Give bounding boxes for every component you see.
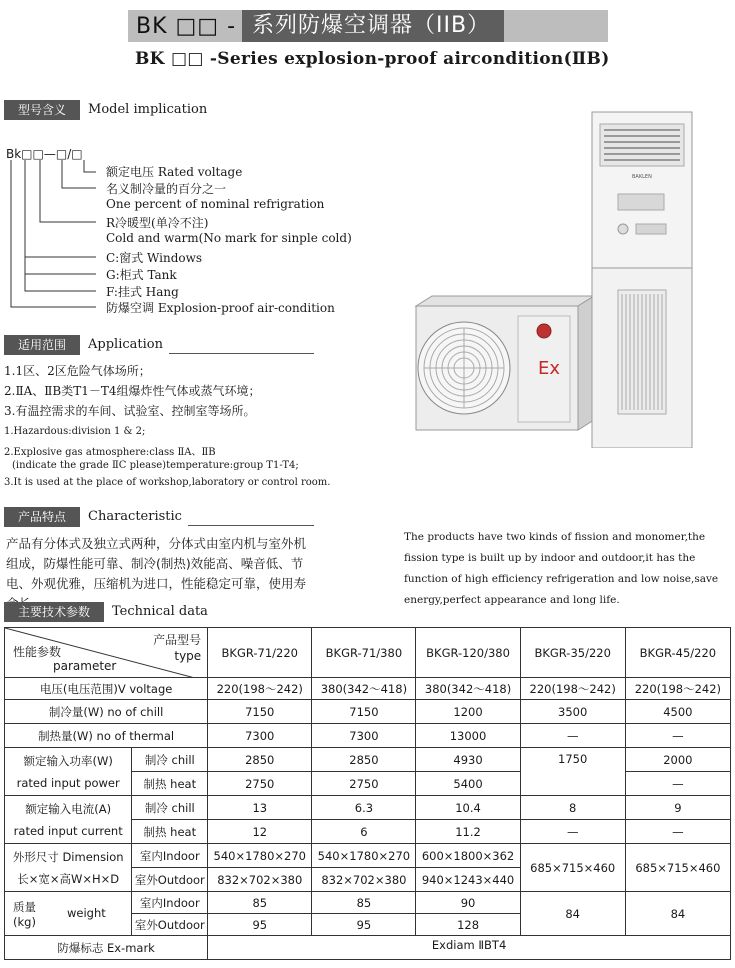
table-cell: 11.2 — [416, 820, 520, 844]
header-param-cn: 性能参数 — [13, 645, 62, 659]
characteristic-cn: 产品有分体式及独立式两种，分体式由室内机与室外机组成，防爆性能可靠、制冷(制热)效能高、噪音低、节电、外观优雅，压缩机为进口，性能稳定可靠，使用寿 — [6, 536, 307, 591]
header-model: BKGR-120/380 — [416, 628, 520, 678]
table-cell: 4930 — [416, 748, 520, 772]
table-cell: Exdiam ⅡBT4 — [208, 936, 731, 960]
weight-label-en: weight — [67, 906, 106, 920]
header-model: BKGR-35/220 — [520, 628, 625, 678]
table-cell: — — [520, 820, 625, 844]
section-application — [4, 333, 314, 355]
sub-label: 制热 heat — [132, 772, 208, 796]
application-en-4: 3.It is used at the place of workshop,laboratory or control room. — [4, 477, 331, 488]
application-en-2: 2.Explosive gas atmosphere:class ⅡA、ⅡB — [4, 447, 216, 458]
model-code: Bk□□—□/□ — [6, 147, 83, 161]
power-label-en: rated input power — [16, 775, 120, 790]
row-label: 制热量(W) no of thermal — [5, 724, 208, 748]
table-cell: 13000 — [416, 724, 520, 748]
title-banner — [128, 10, 608, 42]
table-cell: 540×1780×270 — [208, 844, 312, 868]
table-cell: 13 — [208, 796, 312, 820]
table-cell: 2850 — [208, 748, 312, 772]
table-cell: — — [625, 772, 730, 796]
characteristic-en: The products have two kinds of fission and monomer,the fission type is built up by indoor and outdoor,it has the function of high efficiency refrigeration and low noise,save energy,perfect appearance and long life. — [404, 531, 719, 606]
table-cell: 1750 — [520, 748, 625, 796]
row-label-weight — [5, 892, 132, 936]
table-cell: 685×715×460 — [520, 844, 625, 892]
section-tag: 型号含义 — [4, 100, 80, 120]
table-cell: 4500 — [625, 700, 730, 724]
table-cell: 540×1780×270 — [312, 844, 416, 868]
section-label: Application — [88, 337, 163, 352]
table-cell: 380(342～418) — [312, 678, 416, 700]
table-row-current-chill — [5, 796, 731, 820]
sub-label: 室外Outdoor — [132, 868, 208, 892]
current-label-en: rated input current — [13, 823, 123, 838]
section-tag: 产品特点 — [4, 507, 80, 527]
table-cell: 2000 — [625, 748, 730, 772]
table-cell: 10.4 — [416, 796, 520, 820]
table-cell: 940×1243×440 — [416, 868, 520, 892]
table-row-power-chill — [5, 748, 731, 772]
section-technical-data — [4, 600, 208, 622]
table-cell: 85 — [208, 892, 312, 914]
table-cell: 832×702×380 — [312, 868, 416, 892]
table-row-thermal — [5, 724, 731, 748]
table-cell: 90 — [416, 892, 520, 914]
table-row-weight-indoor — [5, 892, 731, 914]
panel-brand: BAKLEN — [632, 174, 652, 180]
application-cn-2: 2.ⅡA、ⅡB类T1－T4组爆炸性气体或蒸气环境； — [4, 384, 261, 398]
table-cell: 220(198～242) — [208, 678, 312, 700]
table-cell: 84 — [625, 892, 730, 936]
table-cell: 685×715×460 — [625, 844, 730, 892]
row-label: 电压(电压范围)V voltage — [5, 678, 208, 700]
table-cell: 2850 — [312, 748, 416, 772]
table-cell: 7150 — [312, 700, 416, 724]
table-cell: 85 — [312, 892, 416, 914]
header-param — [13, 645, 116, 673]
section-divider — [169, 353, 314, 354]
table-row-chill — [5, 700, 731, 724]
header-model: BKGR-71/220 — [208, 628, 312, 678]
table-header-row — [5, 628, 731, 678]
impl-explosion-proof: 防爆空调 Explosion-proof air-condition — [106, 301, 335, 315]
table-cell: 1200 — [416, 700, 520, 724]
weight-label-unit: (kg) — [13, 914, 36, 929]
table-cell: — — [625, 724, 730, 748]
header-model: BKGR-45/220 — [625, 628, 730, 678]
table-cell: 2750 — [208, 772, 312, 796]
current-label-cn: 额定输入电流(A) — [25, 801, 112, 816]
row-label: 制冷量(W) no of chill — [5, 700, 208, 724]
section-label: Model implication — [88, 102, 208, 117]
row-label: 防爆标志 Ex-mark — [5, 936, 208, 960]
sub-label: 制冷 chill — [132, 748, 208, 772]
table-cell: 84 — [520, 892, 625, 936]
section-label: Characteristic — [88, 509, 182, 524]
table-cell: 832×702×380 — [208, 868, 312, 892]
section-tag: 主要技术参数 — [4, 602, 104, 622]
weight-label-cn: 质量 — [13, 899, 36, 914]
implication-brackets — [0, 0, 110, 320]
impl-hang: F:挂式 Hang — [106, 285, 179, 299]
table-cell: — — [625, 820, 730, 844]
section-divider — [188, 525, 314, 526]
sub-label: 制冷 chill — [132, 796, 208, 820]
table-row-exmark — [5, 936, 731, 960]
outdoor-unit — [416, 296, 594, 430]
table-cell: 5400 — [416, 772, 520, 796]
impl-windows: C:窗式 Windows — [106, 251, 203, 265]
table-cell: 3500 — [520, 700, 625, 724]
header-type-cn: 产品型号 — [153, 633, 202, 647]
row-label-power — [5, 748, 132, 796]
section-characteristic — [4, 505, 314, 527]
sub-label: 室外Outdoor — [132, 914, 208, 936]
sub-label: 制热 heat — [132, 820, 208, 844]
impl-percent-cn: 名义制冷量的百分之一 — [106, 182, 227, 196]
title-model: BK □□ - — [136, 13, 237, 39]
application-en-1: 1.Hazardous:division 1 & 2; — [4, 426, 146, 437]
impl-rated-voltage: 额定电压 Rated voltage — [106, 165, 243, 179]
table-cell: 8 — [520, 796, 625, 820]
table-cell: 380(342～418) — [416, 678, 520, 700]
table-cell: 220(198～242) — [520, 678, 625, 700]
section-label: Technical data — [112, 604, 208, 619]
table-cell: — — [520, 724, 625, 748]
table-cell: 128 — [416, 914, 520, 936]
table-cell: 2750 — [312, 772, 416, 796]
sub-label: 室内Indoor — [132, 844, 208, 868]
impl-cold-warm-en: Cold and warm(No mark for sinple cold) — [106, 231, 352, 245]
table-cell: 95 — [312, 914, 416, 936]
indoor-unit — [592, 112, 692, 448]
sub-label: 室内Indoor — [132, 892, 208, 914]
application-en-3: (indicate the grade ⅡC please)temperature:group T1-T4; — [12, 460, 299, 471]
header-param-en: parameter — [53, 659, 117, 673]
table-cell: 95 — [208, 914, 312, 936]
header-diagonal-cell — [5, 628, 208, 678]
header-model: BKGR-71/380 — [312, 628, 416, 678]
section-tag: 适用范围 — [4, 335, 80, 355]
table-row-dimension-indoor — [5, 844, 731, 868]
row-label-dimension — [5, 844, 132, 892]
table-cell: 7300 — [312, 724, 416, 748]
impl-cold-warm-cn: R冷暖型(单冷不注) — [106, 216, 209, 230]
product-image — [414, 108, 714, 448]
dimension-label-2: 长×宽×高W×H×D — [17, 871, 120, 886]
application-cn-1: 1.1区、2区危险气体场所； — [4, 364, 151, 378]
table-cell: 6 — [312, 820, 416, 844]
application-cn-3: 3.有温控需求的车间、试验室、控制室等场所。 — [4, 404, 256, 418]
table-cell: 12 — [208, 820, 312, 844]
row-label-current — [5, 796, 132, 844]
table-row-voltage — [5, 678, 731, 700]
header-type-en: type — [174, 649, 202, 663]
table-cell: 220(198～242) — [625, 678, 730, 700]
dimension-label-1: 外形尺寸 Dimension — [12, 849, 124, 864]
title-chinese: 系列防爆空调器（IIB） — [242, 10, 504, 42]
table-cell: 6.3 — [312, 796, 416, 820]
table-cell: 600×1800×362 — [416, 844, 520, 868]
title-english: BK □□ -Series explosion-proof aircondition(ⅡB) — [135, 49, 610, 69]
table-cell: 7150 — [208, 700, 312, 724]
power-label-cn: 额定输入功率(W) — [23, 753, 113, 768]
table-cell: 9 — [625, 796, 730, 820]
header-type — [153, 632, 201, 664]
technical-data-table — [4, 627, 731, 960]
ex-mark-label: Ex — [538, 358, 561, 379]
table-cell: 7300 — [208, 724, 312, 748]
impl-percent-en: One percent of nominal refrigration — [106, 197, 325, 211]
impl-tank: G:柜式 Tank — [106, 268, 177, 282]
